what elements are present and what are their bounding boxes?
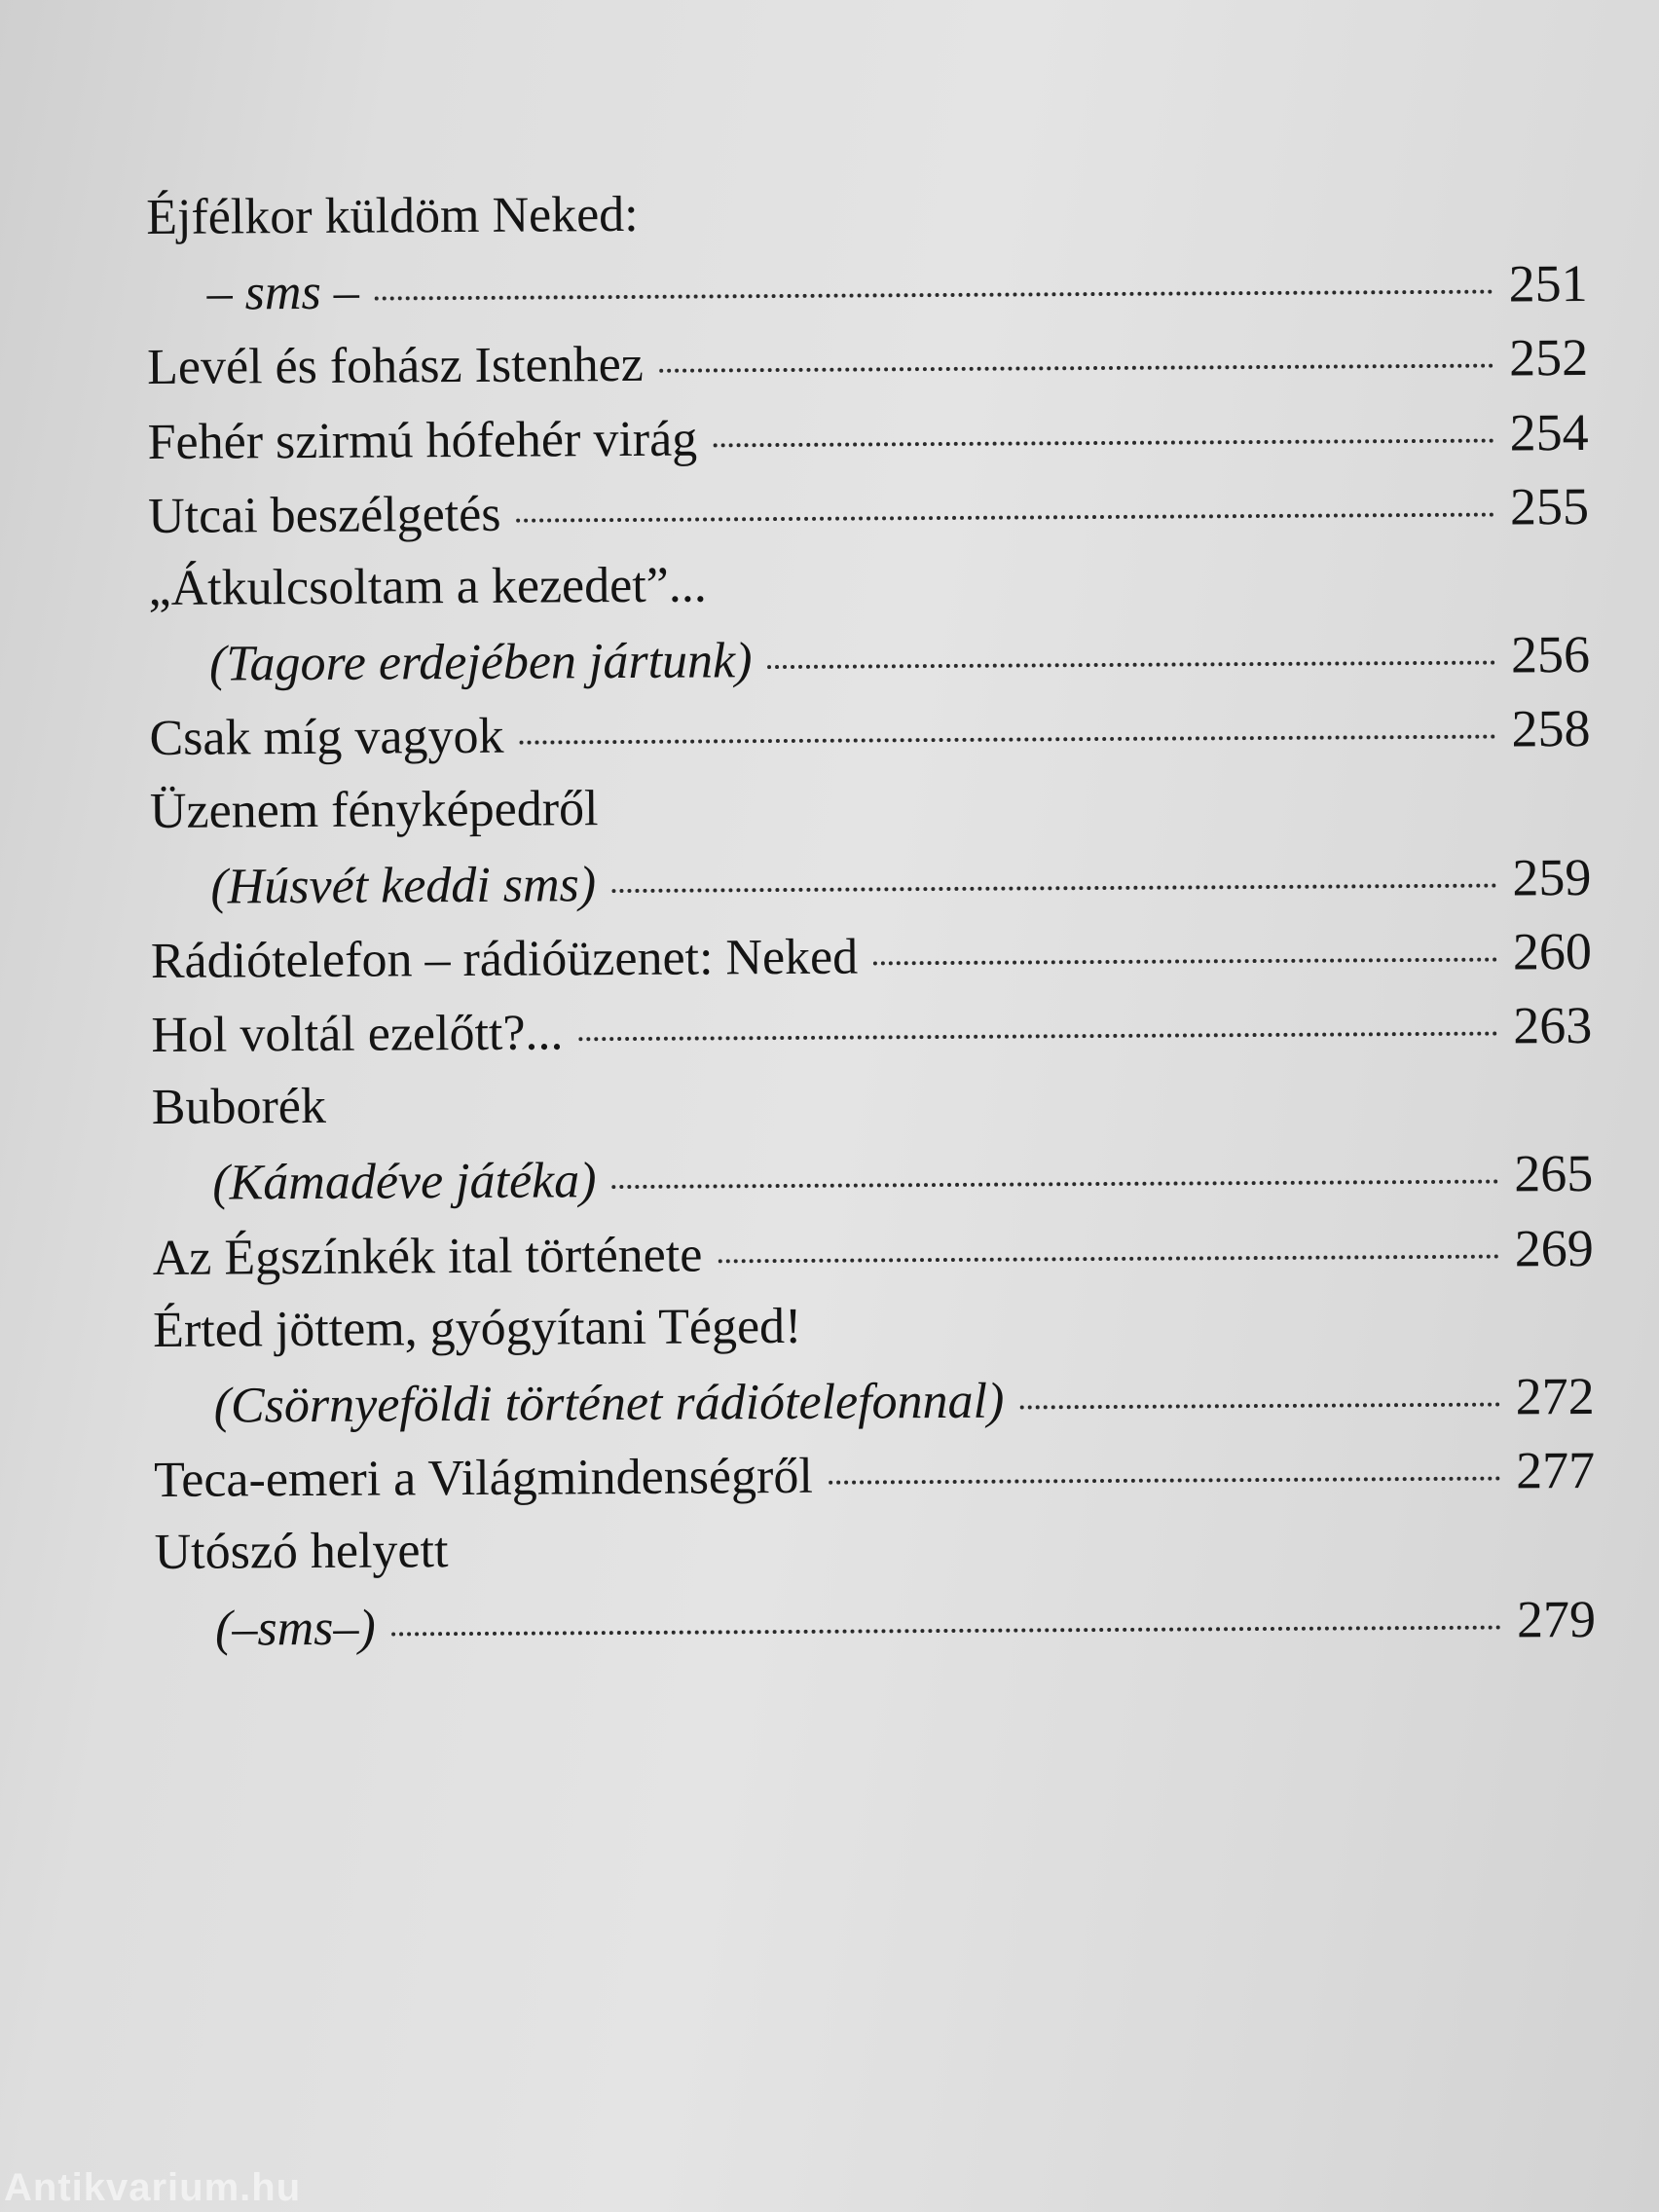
toc-entry-title: Az Égszínkék ital története: [152, 1227, 703, 1286]
toc-entry-title: Éjfélkor küldöm Neked:: [146, 186, 639, 245]
toc-entry-page-number: 252: [1508, 328, 1589, 387]
toc-entry: [153, 1211, 1594, 1294]
toc-entry: [152, 1062, 1593, 1145]
toc-entry: [153, 1285, 1594, 1368]
dot-leader: [611, 883, 1496, 893]
toc-entry: [148, 469, 1589, 552]
dot-leader: [1019, 1403, 1499, 1410]
toc-entry: [153, 1359, 1594, 1442]
dot-leader: [578, 1032, 1497, 1042]
toc-entry: [150, 765, 1591, 848]
toc-entry-page-number: 255: [1509, 476, 1590, 536]
dot-leader: [768, 661, 1496, 670]
toc-entry-page-number: 265: [1514, 1144, 1594, 1203]
toc-entry-page-number: 263: [1513, 996, 1593, 1055]
toc-entry-title: – sms –: [206, 264, 359, 321]
toc-entry-title: Üzenem fényképedről: [149, 780, 599, 839]
toc-entry-title: Fehér szirmú hófehér virág: [147, 411, 698, 470]
toc-entry: [146, 246, 1587, 329]
toc-entry-title: (–sms–): [214, 1600, 376, 1657]
toc-entry-title: Érted jöttem, gyógyítani Téged!: [153, 1298, 802, 1358]
toc-entry-title: (Húsvét keddi sms): [210, 856, 597, 915]
toc-entry-title: Hol voltál ezelőtt?...: [151, 1005, 564, 1064]
toc-entry-title: Csak míg vagyok: [149, 709, 504, 767]
toc-entry-title: Rádiótelefon – rádióüzenet: Neked: [150, 929, 859, 989]
toc-entry-title: Buborék: [151, 1079, 327, 1136]
toc-entry: [154, 1433, 1595, 1516]
toc-entry: [149, 691, 1590, 774]
toc-entry-title: Utószó helyett: [154, 1523, 449, 1581]
dot-leader: [516, 512, 1494, 522]
dot-leader: [659, 364, 1493, 373]
toc-entry-title: (Csörnyeföldi történet rádiótelefonnal): [213, 1373, 1005, 1434]
toc-entry: [147, 395, 1588, 478]
toc-entry-page-number: 256: [1510, 625, 1591, 684]
toc-entry-title: „Átkulcsoltam a kezedet”...: [148, 557, 707, 616]
toc-entry-page-number: 277: [1515, 1441, 1596, 1500]
toc-entry-page-number: 258: [1511, 699, 1591, 758]
dot-leader: [713, 438, 1493, 447]
watermark: Antikvarium.hu: [4, 2166, 302, 2209]
toc-entry: [152, 1136, 1593, 1219]
toc-entry: [146, 172, 1587, 255]
toc-entry-title: (Kámadéve játéka): [212, 1153, 597, 1212]
toc-entry: [151, 914, 1592, 997]
toc-entry-title: Teca-emeri a Világmindenségről: [153, 1449, 813, 1509]
dot-leader: [718, 1254, 1498, 1263]
toc-entry-page-number: 279: [1516, 1589, 1597, 1648]
toc-entry: [147, 320, 1588, 403]
toc-entry: [155, 1581, 1596, 1664]
dot-leader: [611, 1180, 1498, 1190]
dot-leader: [391, 1625, 1501, 1636]
dot-leader: [520, 735, 1496, 745]
dot-leader: [375, 290, 1493, 301]
table-of-contents: [146, 172, 1596, 1665]
toc-entry-page-number: 259: [1512, 847, 1592, 907]
toc-entry-page-number: 251: [1508, 254, 1588, 313]
toc-entry-page-number: 272: [1515, 1366, 1595, 1426]
toc-entry: [148, 543, 1589, 626]
dot-leader: [829, 1477, 1500, 1485]
toc-entry: [151, 988, 1592, 1071]
toc-entry-page-number: 254: [1509, 402, 1589, 462]
toc-entry-title: (Tagore erdejében jártunk): [208, 633, 753, 692]
dot-leader: [873, 957, 1497, 965]
toc-entry-page-number: 260: [1512, 921, 1593, 981]
toc-entry-page-number: 269: [1514, 1218, 1594, 1278]
toc-entry-title: Utcai beszélgetés: [147, 486, 501, 544]
toc-entry-title: Levél és fohász Istenhez: [146, 337, 644, 396]
toc-entry: [150, 840, 1591, 923]
toc-entry: [154, 1507, 1595, 1590]
toc-entry: [149, 617, 1590, 700]
